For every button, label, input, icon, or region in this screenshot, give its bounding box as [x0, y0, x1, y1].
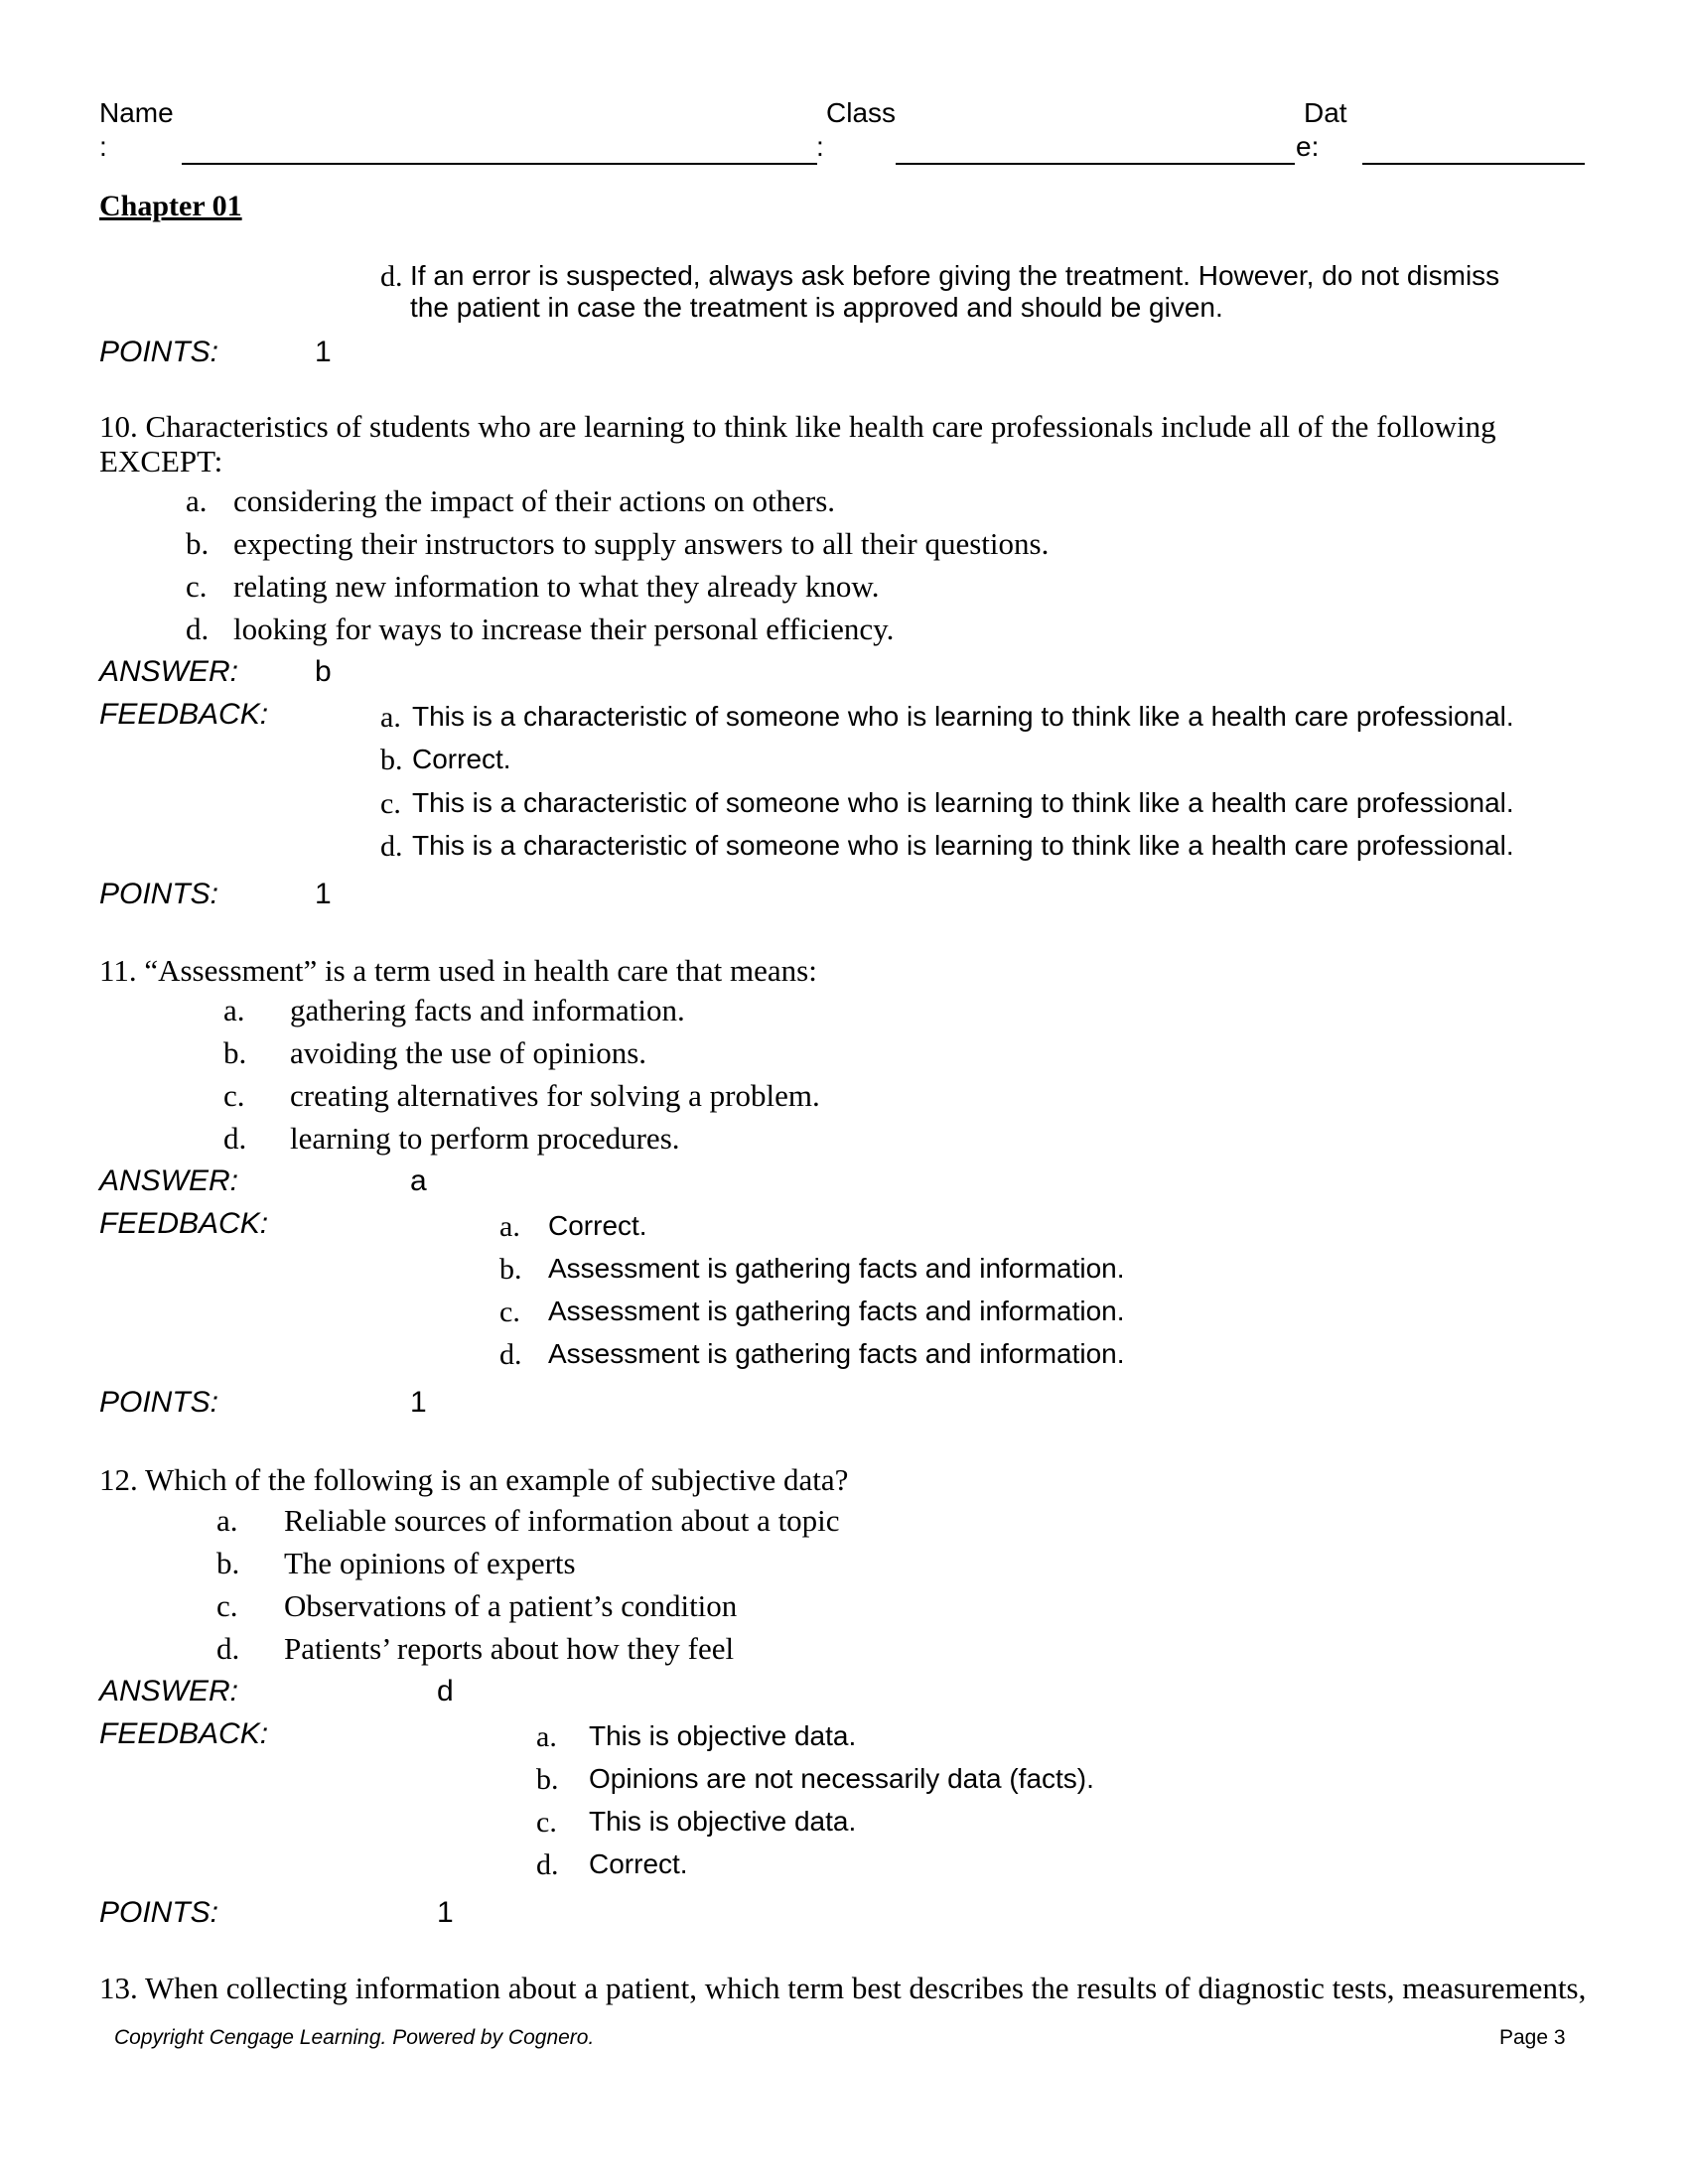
- feedback-letter: d.: [499, 1338, 522, 1371]
- name-label-bottom: :: [99, 131, 107, 162]
- feedback-label: FEEDBACK:: [99, 698, 269, 731]
- option-text: expecting their instructors to supply answers to all their questions.: [233, 526, 1050, 561]
- page-number: Page 3: [1499, 2026, 1566, 2049]
- feedback-text: Correct.: [548, 1210, 647, 1241]
- option-letter: c.: [216, 1588, 238, 1623]
- option-text: looking for ways to increase their personal efficiency.: [233, 612, 895, 646]
- name-label-top: Name: [99, 97, 174, 128]
- answer-value: d: [437, 1675, 454, 1707]
- option-letter: b.: [216, 1546, 240, 1580]
- answer-label: ANSWER:: [99, 1164, 239, 1197]
- date-field[interactable]: [1362, 163, 1585, 165]
- points-value: 1: [315, 878, 332, 910]
- feedback-letter: c.: [380, 787, 401, 820]
- copyright-text: Copyright Cengage Learning. Powered by Cognero.: [114, 2026, 595, 2049]
- option-text: Observations of a patient’s condition: [284, 1588, 738, 1623]
- class-label-top: Class: [826, 97, 897, 128]
- feedback-text: Assessment is gathering facts and information.: [548, 1338, 1125, 1369]
- option-letter: b.: [186, 526, 210, 561]
- option-text: gathering facts and information.: [290, 993, 685, 1027]
- feedback-label: FEEDBACK:: [99, 1207, 269, 1240]
- feedback-text: Assessment is gathering facts and information.: [548, 1296, 1125, 1326]
- option-letter: d.: [216, 1631, 240, 1666]
- date-label-bottom: e:: [1296, 131, 1320, 162]
- option-letter: c.: [186, 569, 208, 604]
- points-value: 1: [410, 1386, 427, 1419]
- points-value: 1: [315, 336, 332, 368]
- option-text: creating alternatives for solving a problem.: [290, 1078, 820, 1113]
- option-text: considering the impact of their actions on others.: [233, 483, 836, 518]
- question-text: 13. When collecting information about a patient, which term best describes the results of diagnostic tests, measurements,: [99, 1971, 1587, 2005]
- class-label-bottom: :: [816, 131, 824, 162]
- feedback-text: Opinions are not necessarily data (facts).: [589, 1763, 1094, 1794]
- question-text: EXCEPT:: [99, 444, 223, 478]
- feedback-letter: c.: [536, 1806, 557, 1839]
- option-letter: a.: [186, 483, 208, 518]
- option-text: Patients’ reports about how they feel: [284, 1631, 735, 1666]
- class-field[interactable]: [896, 163, 1295, 165]
- feedback-text: Correct.: [412, 744, 511, 774]
- feedback-letter: b.: [499, 1253, 522, 1286]
- option-text: avoiding the use of opinions.: [290, 1035, 647, 1070]
- points-label: POINTS:: [99, 878, 219, 910]
- feedback-text: Assessment is gathering facts and information.: [548, 1253, 1125, 1284]
- answer-value: b: [315, 655, 332, 688]
- option-letter: d.: [223, 1121, 247, 1156]
- feedback-text: the patient in case the treatment is approved and should be given.: [410, 292, 1223, 323]
- points-label: POINTS:: [99, 1896, 219, 1929]
- feedback-letter: a.: [499, 1210, 520, 1243]
- feedback-letter: c.: [499, 1296, 520, 1328]
- chapter-title: Chapter 01: [99, 190, 242, 222]
- feedback-text: This is objective data.: [589, 1806, 857, 1837]
- name-field[interactable]: [182, 163, 817, 165]
- feedback-text: This is a characteristic of someone who is learning to think like a health care professional.: [412, 701, 1514, 732]
- feedback-letter: d.: [380, 830, 403, 863]
- date-label-top: Dat: [1304, 97, 1347, 128]
- points-label: POINTS:: [99, 336, 219, 368]
- feedback-text: If an error is suspected, always ask before giving the treatment. However, do not dismiss: [410, 260, 1500, 291]
- feedback-text: This is a characteristic of someone who is learning to think like a health care professional.: [412, 787, 1514, 818]
- feedback-letter: b.: [536, 1763, 559, 1796]
- option-letter: d.: [186, 612, 210, 646]
- answer-label: ANSWER:: [99, 655, 239, 688]
- feedback-text: This is a characteristic of someone who is learning to think like a health care professional.: [412, 830, 1514, 861]
- feedback-text: This is objective data.: [589, 1720, 857, 1751]
- option-letter: a.: [216, 1503, 238, 1538]
- option-text: Reliable sources of information about a topic: [284, 1503, 840, 1538]
- question-text: 11. “Assessment” is a term used in health care that means:: [99, 953, 817, 988]
- points-label: POINTS:: [99, 1386, 219, 1419]
- feedback-letter: a.: [536, 1720, 557, 1753]
- option-text: learning to perform procedures.: [290, 1121, 680, 1156]
- question-text: 10. Characteristics of students who are learning to think like health care professionals include all of the following: [99, 409, 1496, 444]
- feedback-letter: d.: [536, 1848, 559, 1881]
- option-text: The opinions of experts: [284, 1546, 576, 1580]
- answer-value: a: [410, 1164, 427, 1197]
- feedback-letter: d.: [380, 260, 403, 293]
- option-letter: b.: [223, 1035, 247, 1070]
- feedback-letter: b.: [380, 744, 403, 776]
- feedback-text: Correct.: [589, 1848, 688, 1879]
- option-letter: c.: [223, 1078, 245, 1113]
- question-text: 12. Which of the following is an example of subjective data?: [99, 1462, 849, 1497]
- points-value: 1: [437, 1896, 454, 1929]
- feedback-letter: a.: [380, 701, 401, 734]
- answer-label: ANSWER:: [99, 1675, 239, 1707]
- feedback-label: FEEDBACK:: [99, 1717, 269, 1750]
- option-text: relating new information to what they already know.: [233, 569, 880, 604]
- option-letter: a.: [223, 993, 245, 1027]
